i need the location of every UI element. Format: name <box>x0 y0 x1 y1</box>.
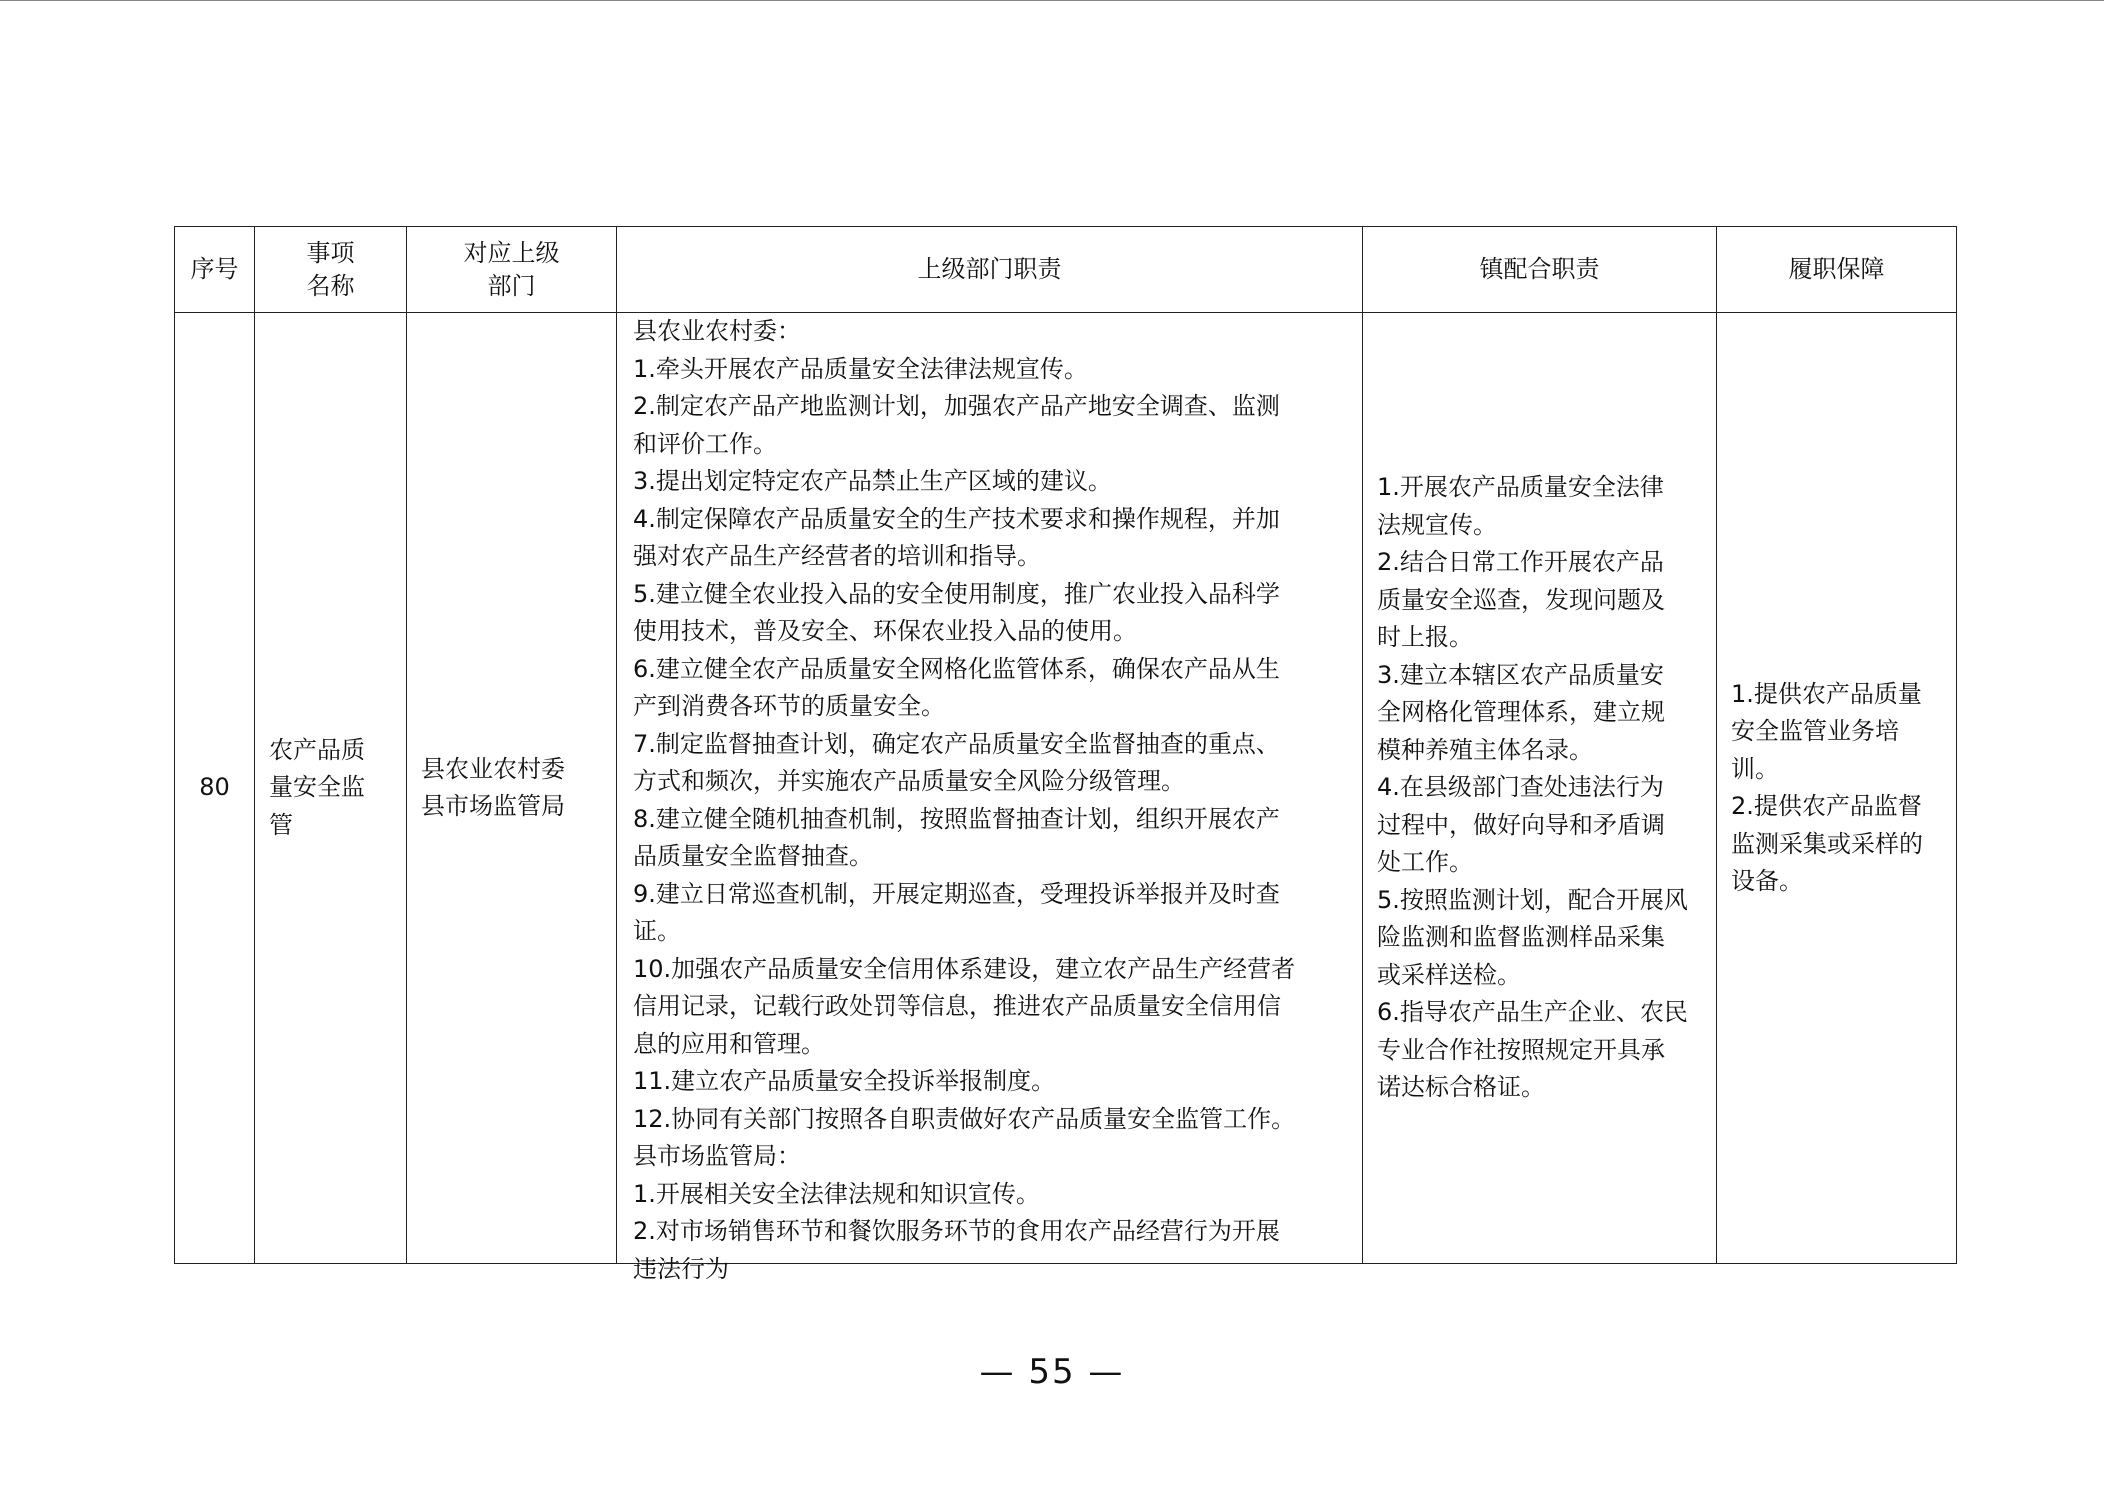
guarantee-line: 训。 <box>1731 754 1779 783</box>
item-name-line: 农产品质 <box>269 735 365 764</box>
row-departments <box>407 313 617 1264</box>
upper-duty-line: 2.制定农产品产地监测计划，加强农产品产地安全调查、监测 <box>633 392 1280 420</box>
upper-duty-line: 10.加强农产品质量安全信用体系建设，建立农产品生产经营者 <box>633 954 1296 983</box>
upper-duty-line: 11.建立农产品质量安全投诉举报制度。 <box>633 1067 1056 1095</box>
upper-duties-lines <box>633 313 1350 1283</box>
upper-duty-line: 县市场监管局： <box>633 1142 801 1170</box>
upper-duty-line: 产到消费各环节的质量安全。 <box>633 692 945 720</box>
upper-duty-line: 违法行为 <box>633 1254 729 1283</box>
row-guarantee <box>1717 313 1957 1264</box>
upper-duty-line: 12.协同有关部门按照各自职责做好农产品质量安全监管工作。 <box>633 1104 1296 1133</box>
header-department: 对应上级 部门 <box>407 227 617 313</box>
upper-duty-line: 证。 <box>633 917 681 945</box>
header-upper-duties: 上级部门职责 <box>617 227 1363 313</box>
upper-duty-line: 7.制定监督抽查计划，确定农产品质量安全监督抽查的重点、 <box>633 729 1280 758</box>
town-duty-line: 2.结合日常工作开展农产品 <box>1377 548 1664 577</box>
guarantee-line: 设备。 <box>1731 867 1803 895</box>
page-number: — 55 — <box>979 1352 1125 1392</box>
item-name-line: 量安全监 <box>269 773 365 802</box>
town-duty-line: 5.按照监测计划，配合开展风 <box>1377 885 1688 914</box>
upper-duty-line: 5.建立健全农业投入品的安全使用制度，推广农业投入品科学 <box>633 579 1280 608</box>
row-upper-duties <box>617 313 1363 1283</box>
row-item-name <box>255 313 407 1264</box>
town-duty-line: 1.开展农产品质量安全法律 <box>1377 473 1664 502</box>
upper-duty-line: 息的应用和管理。 <box>633 1029 825 1058</box>
town-duty-line: 质量安全巡查，发现问题及 <box>1377 585 1665 614</box>
town-duty-line: 6.指导农产品生产企业、农民 <box>1377 998 1688 1027</box>
upper-duty-line: 方式和频次，并实施农产品质量安全风险分级管理。 <box>633 767 1185 795</box>
town-duty-line: 时上报。 <box>1377 623 1473 652</box>
department-line: 县市场监管局 <box>421 792 565 820</box>
upper-duty-line: 6.建立健全农产品质量安全网格化监管体系，确保农产品从生 <box>633 654 1280 683</box>
guarantee-line: 2.提供农产品监督 <box>1731 792 1922 820</box>
town-duty-line: 模种养殖主体名录。 <box>1377 735 1593 764</box>
town-duty-line: 处工作。 <box>1377 848 1473 877</box>
upper-duty-line: 8.建立健全随机抽查机制，按照监督抽查计划，组织开展农产 <box>633 804 1280 833</box>
town-duty-line: 法规宣传。 <box>1377 510 1497 539</box>
upper-duty-line: 使用技术，普及安全、环保农业投入品的使用。 <box>633 617 1137 645</box>
town-duty-line: 险监测和监督监测样品采集 <box>1377 923 1665 952</box>
upper-duty-line: 1.牵头开展农产品质量安全法律法规宣传。 <box>633 354 1088 383</box>
responsibility-table <box>174 226 1957 1283</box>
page-top-rule <box>0 0 2104 1</box>
upper-duty-line: 品质量安全监督抽查。 <box>633 842 873 870</box>
header-item-name: 事项 名称 <box>255 227 407 313</box>
upper-duty-line: 县农业农村委： <box>633 317 801 345</box>
upper-duty-line: 强对农产品生产经营者的培训和指导。 <box>633 542 1041 570</box>
table-row <box>175 313 1957 1264</box>
guarantee-line: 1.提供农产品质量 <box>1731 679 1922 708</box>
guarantee-line: 监测采集或采样的 <box>1731 829 1923 858</box>
town-duty-line: 或采样送检。 <box>1377 960 1521 989</box>
upper-duty-line: 9.建立日常巡查机制，开展定期巡查，受理投诉举报并及时查 <box>633 879 1280 908</box>
town-duty-line: 4.在县级部门查处违法行为 <box>1377 773 1664 802</box>
department-lines <box>421 751 602 826</box>
town-duty-line: 全网格化管理体系，建立规 <box>1377 698 1665 727</box>
item-name-line: 管 <box>269 810 293 839</box>
item-name-lines <box>269 732 392 845</box>
upper-duty-line: 2.对市场销售环节和餐饮服务环节的食用农产品经营行为开展 <box>633 1217 1280 1245</box>
header-town-duties: 镇配合职责 <box>1363 227 1717 313</box>
row-index: 80 <box>175 313 255 1264</box>
upper-duty-line: 1.开展相关安全法律法规和知识宣传。 <box>633 1179 1040 1208</box>
upper-duty-line: 3.提出划定特定农产品禁止生产区域的建议。 <box>633 467 1112 495</box>
upper-duty-line: 4.制定保障农产品质量安全的生产技术要求和操作规程，并加 <box>633 504 1280 533</box>
header-guarantee: 履职保障 <box>1717 227 1957 313</box>
row-town-duties <box>1363 313 1717 1264</box>
town-duty-line: 诺达标合格证。 <box>1377 1073 1545 1102</box>
town-duty-line: 专业合作社按照规定开具承 <box>1377 1035 1665 1064</box>
table-header-row <box>175 227 1957 313</box>
guarantee-lines <box>1731 676 1942 901</box>
town-duty-line: 3.建立本辖区农产品质量安 <box>1377 660 1664 689</box>
upper-duty-line: 和评价工作。 <box>633 429 777 458</box>
town-duties-lines <box>1377 469 1702 1107</box>
town-duty-line: 过程中，做好向导和矛盾调 <box>1377 810 1665 839</box>
guarantee-line: 安全监管业务培 <box>1731 717 1899 745</box>
upper-duty-line: 信用记录，记载行政处罚等信息，推进农产品质量安全信用信 <box>633 992 1281 1020</box>
department-line: 县农业农村委 <box>421 754 565 783</box>
header-index: 序号 <box>175 227 255 313</box>
